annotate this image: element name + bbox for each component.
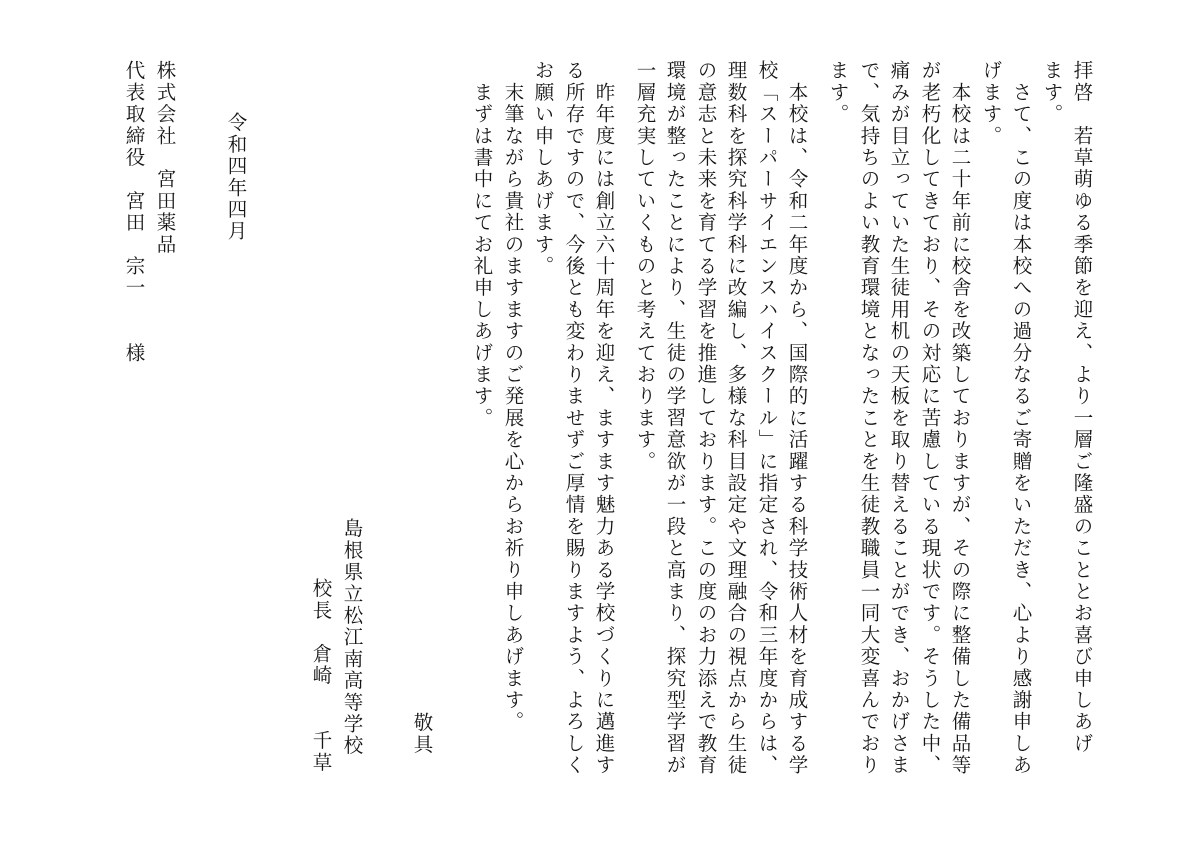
- body-line-7: 痛みが目立っていた生徒用机の天板を取り替えることができ、おかげさま: [887, 60, 911, 777]
- body-line-11: 校「スーパーサイエンスハイスクール」に指定され、令和三年度からは、: [755, 60, 779, 777]
- body-line-2: ます。: [1040, 60, 1064, 126]
- sender-school: 島根県立松江南高等学校: [340, 518, 364, 757]
- body-line-14: 環境が整ったことにより、生徒の学習意欲が一段と高まり、探究型学習が: [663, 60, 687, 777]
- body-line-4: げます。: [979, 60, 1003, 147]
- body-line-18: お願い申しあげます。: [531, 60, 555, 277]
- body-line-15: 一層充実していくものと考えております。: [633, 60, 657, 473]
- body-line-13: の意志と未来を育てる学習を推進しております。この度のお力添えで教育: [694, 60, 718, 777]
- sender-principal: 校長 倉崎 千草: [309, 578, 333, 774]
- recipient-company: 株式会社 宮田薬品: [153, 60, 177, 256]
- body-line-10: 本校は、令和二年度から、国際的に活躍する科学技術人材を育成する学: [785, 60, 809, 777]
- body-line-17: る所存ですので、今後とも変わりませずご厚情を賜りますよう、よろしく: [562, 60, 586, 777]
- body-line-12: 理数科を探究科学科に改編し、多様な科目設定や文理融合の視点から生徒: [724, 60, 748, 777]
- closing-salutation: 敬具: [410, 712, 434, 756]
- body-line-8: で、気持ちのよい教育環境となったことを生徒教職員一同大変喜んでおり: [857, 60, 881, 777]
- body-line-16: 昨年度には創立六十周年を迎え、ますます魅力ある学校づくりに邁進す: [592, 60, 616, 777]
- body-line-9: ます。: [826, 60, 850, 126]
- body-line-1: 拝啓 若草萌ゆる季節を迎え、より一層ご隆盛のこととお喜び申しあげ: [1070, 60, 1094, 755]
- body-line-20: まずは書中にてお礼申しあげます。: [470, 60, 494, 429]
- body-line-6: が老朽化してきており、その対応に苦慮している現状です。そうした中、: [918, 60, 942, 777]
- recipient-name: 代表取締役 宮田 宗一 様: [122, 60, 146, 364]
- body-line-19: 末筆ながら貴社のますますのご発展を心からお祈り申しあげます。: [501, 60, 525, 733]
- body-line-5: 本校は二十年前に校舎を改築しておりますが、その際に整備した備品等: [948, 60, 972, 777]
- body-line-3: さて、この度は本校への過分なるご寄贈をいただき、心より感謝申しあ: [1009, 60, 1033, 777]
- letter-date: 令和四年四月: [224, 112, 248, 243]
